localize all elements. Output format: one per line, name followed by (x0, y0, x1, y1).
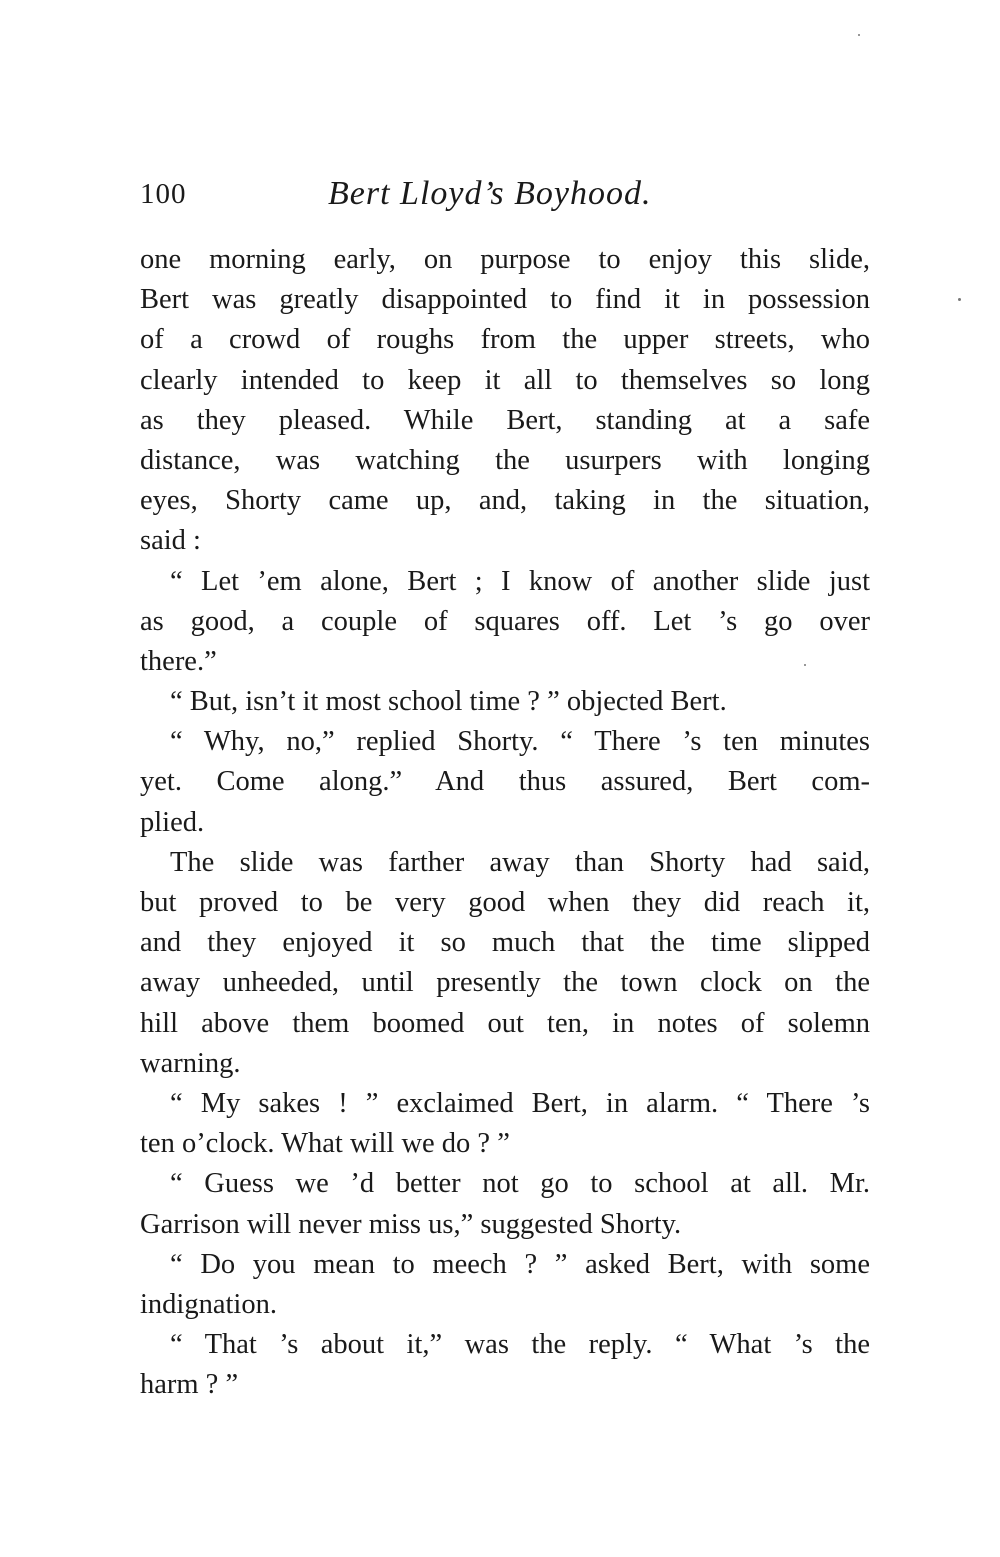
text-line: distance, was watching the usurpers with longing (140, 444, 870, 476)
text-line: “ Let ’em alone, Bert ; I know of another slide just (170, 565, 870, 597)
text-line: one morning early, on purpose to enjoy this slide, (140, 244, 870, 275)
text-line: warning. (140, 1047, 241, 1079)
text-line: “ But, isn’t it most school time ? ” objected Bert. (170, 686, 727, 718)
text-line: hill above them boomed out ten, in notes of solemn (140, 1007, 870, 1039)
text-line: said : (140, 525, 201, 557)
text-line: “ Why, no,” replied Shorty. “ There ’s ten minutes (170, 726, 870, 758)
text-line: there.” (140, 645, 217, 677)
text-line: “ My sakes ! ” exclaimed Bert, in alarm. “ There ’s (170, 1087, 870, 1119)
text-line: eyes, Shorty came up, and, taking in the situation, (140, 485, 870, 517)
text-line: and they enjoyed it so much that the time slipped (140, 927, 870, 959)
text-line: but proved to be very good when they did reach it, (140, 887, 870, 918)
text-line: plied. (140, 806, 205, 838)
print-speck (858, 34, 860, 36)
text-line: as good, a couple of squares off. Let ’s go over (140, 605, 870, 637)
text-line: The slide was farther away than Shorty had said, (170, 846, 870, 878)
text-line: harm ? ” (140, 1369, 239, 1401)
text-line: ten o’clock. What will we do ? ” (140, 1128, 510, 1160)
print-speck (804, 664, 806, 666)
text-line: Garrison will never miss us,” suggested Shorty. (140, 1208, 682, 1240)
text-line: clearly intended to keep it all to themselves so long (140, 364, 870, 396)
text-line: “ Guess we ’d better not go to school at all. Mr. (170, 1168, 870, 1200)
body-text (140, 240, 870, 1405)
print-speck (958, 298, 961, 301)
text-line: yet. Come along.” And thus assured, Bert com- (140, 766, 870, 798)
running-title: Bert Lloyd’s Boyhood. (328, 175, 652, 212)
running-head (140, 172, 870, 216)
page-number: 100 (140, 178, 187, 210)
text-line: of a crowd of roughs from the upper streets, who (140, 324, 870, 356)
text-line: away unheeded, until presently the town clock on the (140, 967, 870, 999)
text-line: as they pleased. While Bert, standing at a safe (140, 404, 870, 436)
text-line: indignation. (140, 1288, 277, 1320)
text-line: “ Do you mean to meech ? ” asked Bert, with some (170, 1248, 870, 1280)
text-line: “ That ’s about it,” was the reply. “ What ’s the (170, 1329, 870, 1361)
text-line: Bert was greatly disappointed to find it in possession (140, 284, 870, 316)
